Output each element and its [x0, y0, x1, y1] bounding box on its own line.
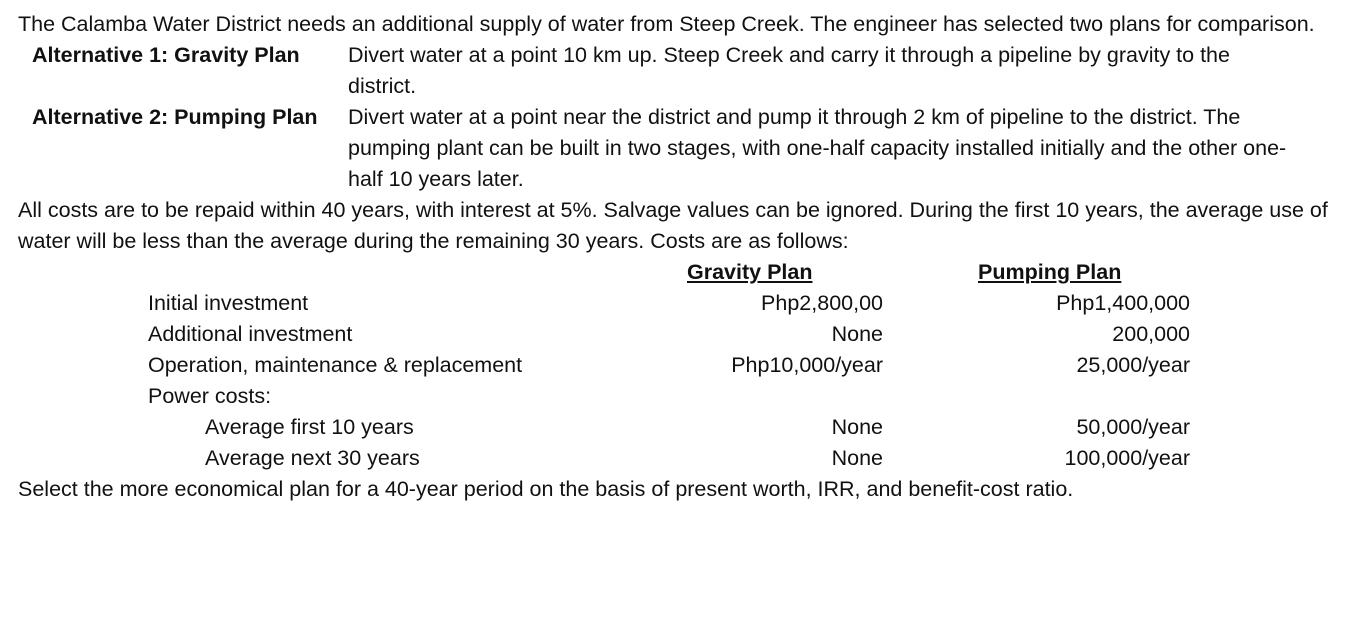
alternative-1-description: Divert water at a point 10 km up. Steep Creek and carry it through a pipeline by gravity to the district.	[348, 43, 1230, 98]
header-pumping-plan: Pumping Plan	[978, 260, 1122, 284]
alternative-2	[18, 102, 1328, 195]
pumping-value: 200,000	[1112, 322, 1190, 346]
conditions-paragraph: All costs are to be repaid within 40 years, with interest at 5%. Salvage values can be ignored. During the first 10 years, the average use of water will be less than the average during the remaining 30 years. Costs are as follows:	[18, 198, 1328, 253]
row-label: Operation, maintenance & replacement	[148, 353, 523, 377]
alternative-2-description: Divert water at a point near the district and pump it through 2 km of pipeline to the district. The pumping plant can be built in two stages, with one-half capacity installed initially and the other one-half 10 years later.	[348, 105, 1287, 191]
gravity-value: None	[831, 415, 883, 439]
question-paragraph: Select the more economical plan for a 40-year period on the basis of present worth, IRR, and benefit-cost ratio.	[18, 477, 1074, 501]
intro-paragraph: The Calamba Water District needs an additional supply of water from Steep Creek. The engineer has selected two plans for comparison.	[18, 12, 1315, 36]
row-label: Power costs:	[148, 384, 272, 408]
row-label: Initial investment	[148, 291, 309, 315]
alternative-1	[18, 40, 1328, 102]
row-label: Average first 10 years	[205, 415, 414, 439]
alternative-1-label: Alternative 1: Gravity Plan	[32, 43, 300, 67]
cost-table	[18, 257, 1328, 474]
pumping-value: 50,000/year	[1076, 415, 1190, 439]
table-row	[18, 381, 1198, 412]
gravity-value: Php10,000/year	[731, 353, 883, 377]
header-gravity-plan: Gravity Plan	[687, 260, 813, 284]
gravity-value: None	[831, 322, 883, 346]
pumping-value: 25,000/year	[1076, 353, 1190, 377]
table-row	[18, 412, 1198, 443]
table-row	[18, 288, 1198, 319]
table-row	[18, 443, 1198, 474]
gravity-value: Php2,800,00	[761, 291, 883, 315]
table-row	[18, 350, 1198, 381]
row-label: Additional investment	[148, 322, 353, 346]
table-row	[18, 319, 1198, 350]
pumping-value: 100,000/year	[1064, 446, 1190, 470]
row-label: Average next 30 years	[205, 446, 420, 470]
gravity-value: None	[831, 446, 883, 470]
pumping-value: Php1,400,000	[1056, 291, 1190, 315]
alternative-2-label: Alternative 2: Pumping Plan	[32, 105, 318, 129]
problem-document	[18, 9, 1328, 505]
